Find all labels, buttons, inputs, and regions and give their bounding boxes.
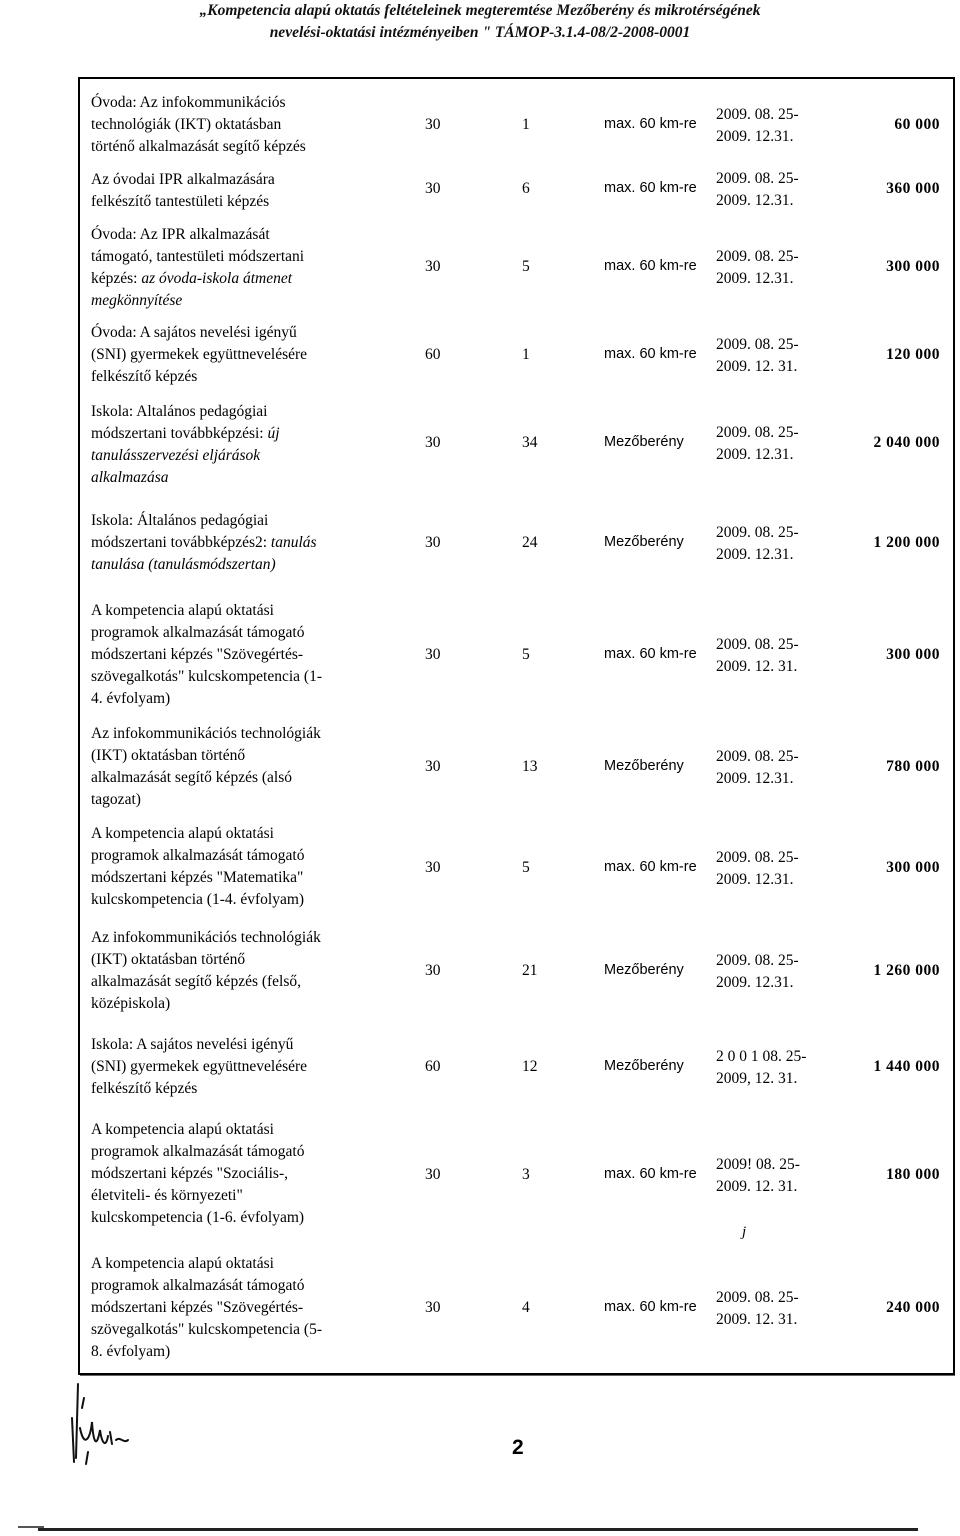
training-title-line: történő alkalmazását segítő képzés	[91, 138, 306, 155]
training-title-line: szövegalkotás" kulcskompetencia (5-	[91, 1321, 323, 1338]
location-cell: max. 60 km-re	[604, 1299, 697, 1315]
training-title-line: A kompetencia alapú oktatási	[91, 602, 274, 619]
location-cell: Mezőberény	[604, 1058, 684, 1074]
training-title-line: A kompetencia alapú oktatási	[91, 825, 274, 842]
date-end: 2009. 12. 31.	[716, 1311, 798, 1328]
cost-cell: 1 200 000	[873, 534, 940, 551]
training-title-line: 4. évfolyam)	[91, 690, 171, 707]
participant-count-cell: 1	[522, 116, 530, 133]
cost-cell: 300 000	[886, 859, 940, 876]
training-title-line: módszertani képzés "Szövegértés-	[91, 1299, 304, 1316]
training-title-line: megkönnyítése	[91, 292, 183, 309]
training-title-line: Óvoda: A sajátos nevelési igényű	[91, 324, 297, 341]
training-title-line: módszertani továbbképzési: új	[91, 425, 280, 442]
training-title	[91, 600, 391, 710]
training-title-line: középiskola)	[91, 995, 171, 1012]
cost-cell: 60 000	[894, 116, 940, 133]
cost-cell: 300 000	[886, 646, 940, 663]
training-title	[91, 1253, 391, 1363]
participant-count-cell: 5	[522, 859, 530, 876]
training-title-line: szövegalkotás" kulcskompetencia (1-	[91, 668, 323, 685]
date-range-cell	[716, 168, 799, 212]
training-title	[91, 510, 391, 576]
hours-cell: 30	[425, 434, 441, 451]
date-end: 2009. 12.31.	[716, 128, 794, 145]
date-start: 2009. 08. 25-	[716, 748, 799, 765]
date-end: 2009, 12. 31.	[716, 1070, 798, 1087]
date-range-cell	[716, 1046, 806, 1090]
bottom-rule	[38, 1528, 918, 1531]
training-title-line: módszertani képzés "Matematika"	[91, 869, 304, 886]
training-title-line: (IKT) oktatásban történő	[91, 747, 246, 764]
date-range-cell	[716, 950, 799, 994]
training-title-line: képzés: az óvoda-iskola átmenet	[91, 270, 293, 287]
location-cell: max. 60 km-re	[604, 258, 697, 274]
training-title-line: kulcskompetencia (1-4. évfolyam)	[91, 891, 305, 908]
hours-cell: 60	[425, 1058, 441, 1075]
training-title	[91, 1034, 391, 1100]
date-end: 2009. 12. 31.	[716, 358, 798, 375]
training-title-line: programok alkalmazását támogató	[91, 1143, 305, 1160]
hours-cell: 30	[425, 646, 441, 663]
hours-cell: 30	[425, 258, 441, 275]
participant-count-cell: 24	[522, 534, 538, 551]
hours-cell: 30	[425, 534, 441, 551]
stray-mark: j	[742, 1224, 747, 1240]
hours-cell: 30	[425, 962, 441, 979]
participant-count-cell: 3	[522, 1166, 530, 1183]
training-title-line: tanulásszervezési eljárások	[91, 447, 261, 464]
location-cell: Mezőberény	[604, 758, 684, 774]
cost-cell: 360 000	[886, 180, 940, 197]
training-title-line: alkalmazását segítő képzés (felső,	[91, 973, 302, 990]
training-title-line: A kompetencia alapú oktatási	[91, 1255, 274, 1272]
training-title-line: programok alkalmazását támogató	[91, 1277, 305, 1294]
date-range-cell	[716, 522, 799, 566]
hours-cell: 30	[425, 116, 441, 133]
header-line-1: „Kompetencia alapú oktatás feltételeinek megteremtése Mezőberény és mikrotérségének	[199, 2, 761, 19]
location-cell: max. 60 km-re	[604, 859, 697, 875]
cost-cell: 180 000	[886, 1166, 940, 1183]
training-title-line: programok alkalmazását támogató	[91, 847, 305, 864]
training-title-line: módszertani képzés "Szociális-,	[91, 1165, 288, 1182]
location-cell: max. 60 km-re	[604, 346, 697, 362]
training-title-line: 8. évfolyam)	[91, 1343, 171, 1360]
training-title	[91, 823, 391, 911]
date-end: 2009. 12.31.	[716, 871, 794, 888]
participant-count-cell: 34	[522, 434, 538, 451]
training-title	[91, 723, 391, 811]
participant-count-cell: 13	[522, 758, 538, 775]
hours-cell: 60	[425, 346, 441, 363]
date-start: 2009. 08. 25-	[716, 952, 799, 969]
training-title-line: alkalmazását segítő képzés (alsó	[91, 769, 292, 786]
training-title-line: módszertani továbbképzés2: tanulás	[91, 534, 317, 551]
hours-cell: 30	[425, 758, 441, 775]
training-title-line: felkészítő tantestületi képzés	[91, 193, 270, 210]
date-range-cell	[716, 104, 799, 148]
date-start: 2009. 08. 25-	[716, 106, 799, 123]
date-range-cell	[716, 422, 799, 466]
training-title-line: Óvoda: Az infokommunikációs	[91, 94, 286, 111]
training-title-line: tagozat)	[91, 791, 141, 808]
cost-cell: 780 000	[886, 758, 940, 775]
training-title-line: technológiák (IKT) oktatásban	[91, 116, 282, 133]
training-title-line: Iskola: Altalános pedagógiai	[91, 403, 268, 420]
cost-cell: 1 260 000	[873, 962, 940, 979]
date-end: 2009. 12.31.	[716, 446, 794, 463]
training-title	[91, 92, 391, 158]
document-header	[0, 0, 960, 44]
date-start: 2009. 08. 25-	[716, 248, 799, 265]
training-title-line: A kompetencia alapú oktatási	[91, 1121, 274, 1138]
training-title-line: felkészítő képzés	[91, 368, 198, 385]
participant-count-cell: 5	[522, 646, 530, 663]
cost-cell: 2 040 000	[873, 434, 940, 451]
training-title-line: tanulása (tanulásmódszertan)	[91, 556, 276, 573]
hours-cell: 30	[425, 859, 441, 876]
date-end: 2009. 12.31.	[716, 546, 794, 563]
training-title-line: kulcskompetencia (1-6. évfolyam)	[91, 1209, 305, 1226]
date-end: 2009. 12. 31.	[716, 658, 798, 675]
training-title-line: Óvoda: Az IPR alkalmazását	[91, 226, 270, 243]
participant-count-cell: 21	[522, 962, 538, 979]
training-title-line: (IKT) oktatásban történő	[91, 951, 246, 968]
date-range-cell	[716, 746, 799, 790]
date-end: 2009. 12. 31.	[716, 1178, 798, 1195]
date-start: 2009. 08. 25-	[716, 424, 799, 441]
training-title-line: Az infokommunikációs technológiák	[91, 725, 321, 742]
date-start: 2009! 08. 25-	[716, 1156, 800, 1173]
training-title-line: Iskola: Általános pedagógiai	[91, 512, 269, 529]
hours-cell: 30	[425, 1299, 441, 1316]
date-start: 2009. 08. 25-	[716, 636, 799, 653]
date-range-cell	[716, 246, 799, 290]
cost-cell: 240 000	[886, 1299, 940, 1316]
location-cell: max. 60 km-re	[604, 646, 697, 662]
date-start: 2009. 08. 25-	[716, 849, 799, 866]
training-title	[91, 224, 391, 312]
date-range-cell	[716, 847, 799, 891]
location-cell: max. 60 km-re	[604, 180, 697, 196]
date-start: 2009. 08. 25-	[716, 336, 799, 353]
training-title-line: Az infokommunikációs technológiák	[91, 929, 321, 946]
cost-cell: 120 000	[886, 346, 940, 363]
training-title-line: Az óvodai IPR alkalmazására	[91, 171, 275, 188]
participant-count-cell: 6	[522, 180, 530, 197]
training-title-line: Iskola: A sajátos nevelési igényű	[91, 1036, 294, 1053]
training-title-line: alkalmazása	[91, 469, 169, 486]
location-cell: Mezőberény	[604, 534, 684, 550]
training-title-line: (SNI) gyermekek együttnevelésére	[91, 1058, 308, 1075]
date-start: 2 0 0 1 08. 25-	[716, 1048, 807, 1065]
cost-cell: 300 000	[886, 258, 940, 275]
date-range-cell	[716, 1287, 799, 1331]
header-line-2: nevelési-oktatási intézményeiben " TÁMOP-3.1.4-08/2-2008-0001	[269, 24, 691, 41]
hours-cell: 30	[425, 180, 441, 197]
date-range-cell	[716, 634, 799, 678]
training-title	[91, 927, 391, 1015]
training-title	[91, 322, 391, 388]
participant-count-cell: 4	[522, 1299, 530, 1316]
page-number: 2	[512, 1436, 524, 1459]
date-range-cell	[716, 1154, 800, 1198]
date-range-cell	[716, 334, 799, 378]
signature-mark	[62, 1378, 142, 1468]
cost-cell: 1 440 000	[873, 1058, 940, 1075]
date-start: 2009. 08. 25-	[716, 1289, 799, 1306]
training-title	[91, 1119, 391, 1229]
training-title	[91, 169, 391, 213]
participant-count-cell: 12	[522, 1058, 538, 1075]
date-end: 2009. 12.31.	[716, 192, 794, 209]
location-cell: Mezőberény	[604, 962, 684, 978]
participant-count-cell: 1	[522, 346, 530, 363]
training-title-line: programok alkalmazását támogató	[91, 624, 305, 641]
hours-cell: 30	[425, 1166, 441, 1183]
training-title-line: támogató, tantestületi módszertani	[91, 248, 305, 265]
date-start: 2009. 08. 25-	[716, 524, 799, 541]
training-title-line: (SNI) gyermekek együttnevelésére	[91, 346, 308, 363]
date-start: 2009. 08. 25-	[716, 170, 799, 187]
training-title-line: módszertani képzés "Szövegértés-	[91, 646, 304, 663]
date-end: 2009. 12.31.	[716, 770, 794, 787]
training-title-line: felkészítő képzés	[91, 1080, 198, 1097]
location-cell: Mezőberény	[604, 434, 684, 450]
location-cell: max. 60 km-re	[604, 116, 697, 132]
date-end: 2009. 12.31.	[716, 974, 794, 991]
training-title-line: életviteli- és környezeti"	[91, 1187, 243, 1204]
participant-count-cell: 5	[522, 258, 530, 275]
training-title	[91, 401, 391, 489]
location-cell: max. 60 km-re	[604, 1166, 697, 1182]
date-end: 2009. 12.31.	[716, 270, 794, 287]
